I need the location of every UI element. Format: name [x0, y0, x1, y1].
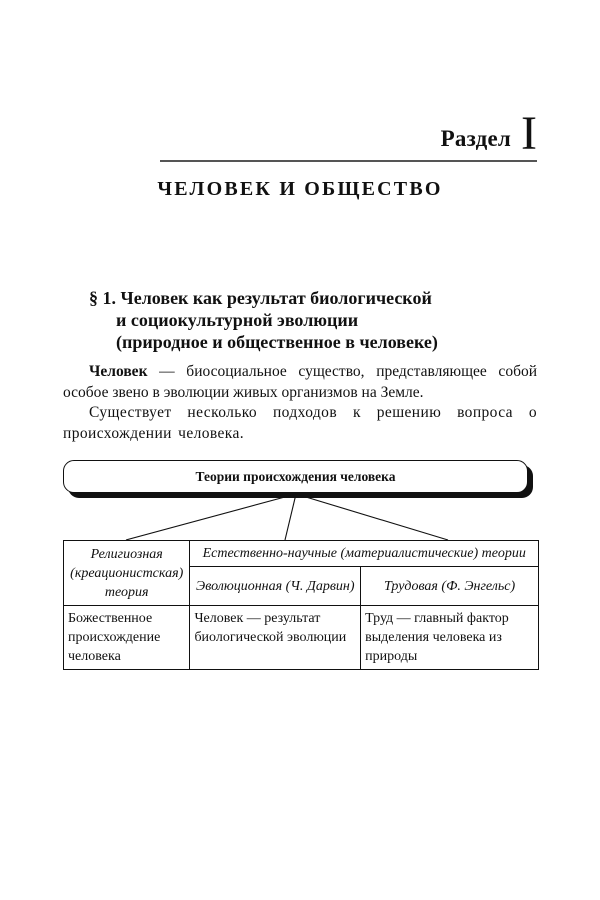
labor-theory-text: Труд — главный фактор выделения человека из природы: [361, 606, 539, 670]
header-rule: [160, 160, 537, 162]
section-label: Раздел: [440, 126, 511, 151]
section-heading-line-3: (природное и общественное в человеке): [116, 332, 438, 352]
religious-theory-text: Божественное происхождение человека: [64, 606, 190, 670]
evolution-theory-text: Человек — результат биологической эволюции: [190, 606, 361, 670]
connector-religious: [126, 494, 296, 540]
definition-text: — биосоциальное существо, представляющее собой особое звено в эволюции живых организмов на Земле.: [63, 363, 537, 401]
table-row: [64, 541, 539, 567]
connector-labor: [296, 494, 448, 540]
table-row: [64, 606, 539, 670]
theories-title: Теории происхождения человека: [195, 468, 396, 484]
religious-theory-header: Религиозная (креационистская) теория: [64, 541, 190, 606]
definition-term: Человек: [89, 363, 148, 380]
theories-table: [63, 540, 539, 670]
section-heading: [89, 287, 539, 353]
theories-title-box: [63, 460, 528, 493]
section-heading-line-2: и социокультурной эволюции: [116, 310, 359, 330]
approaches-paragraph: Существует несколько подходов к решению вопроса о происхождении человека.: [63, 404, 537, 442]
chapter-title: ЧЕЛОВЕК И ОБЩЕСТВО: [157, 178, 443, 200]
labor-theory-header: Трудовая (Ф. Энгельс): [361, 567, 539, 606]
connector-evolution: [285, 494, 296, 540]
section-heading-line-1: § 1. Человек как результат биологической: [89, 288, 432, 308]
natural-science-theories-header: Естественно-научные (материалистические) теории: [190, 541, 539, 567]
definition-paragraph: [63, 361, 537, 403]
evolution-theory-header: Эволюционная (Ч. Дарвин): [190, 567, 361, 606]
section-header: [0, 108, 537, 160]
section-numeral: I: [521, 107, 537, 160]
